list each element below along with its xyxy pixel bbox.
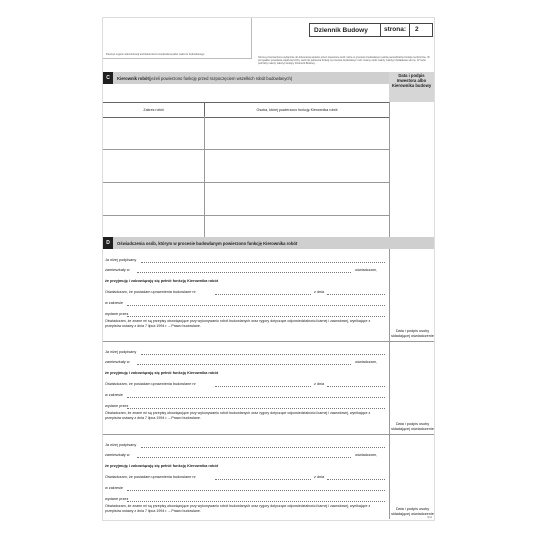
section-c-title-bold: Kierownik robót xyxy=(117,75,149,81)
document-title: Dziennik Budowy xyxy=(314,26,368,34)
address-field[interactable] xyxy=(137,272,351,273)
person-cell[interactable] xyxy=(205,149,389,182)
title-box xyxy=(309,23,433,37)
header-note: Strona przeznaczona wyłącznie do dokonania wpisów przez inwestora osób, które w procesie budowlanym pełnią samodzielne funkcje techniczne. W przypadku powołania większej liczby osób do pełnienia funkcji w procesie budowlanym lub zmiany osób należy założyć dodatkowe strony. W razie potrzeby należy założyć kolejny Dziennik Budowy. xyxy=(258,56,430,66)
scope-cell[interactable] xyxy=(103,182,205,215)
from-date-label: z dnia xyxy=(314,290,325,294)
accept-label: że przyjmuję i zobowiązuję się pełnić funkcję Kierownika robót xyxy=(105,464,219,468)
col-scope-header: Zakres robót xyxy=(103,103,205,117)
from-date-label: z dnia xyxy=(314,475,325,479)
law-statement: Oświadczam, że znane mi są przepisy obowiązujące przy wykonywaniu robót budowlanych oraz rygory dotyczące odpowiedzialności karnej i zawodowej, wynikające z przepisów ustawy z dnia 7 lipca 1994 r. – Prawo budowlane. xyxy=(105,411,371,420)
scope-cell[interactable] xyxy=(103,149,205,182)
scope-field[interactable] xyxy=(127,397,385,398)
address-field[interactable] xyxy=(137,364,351,365)
permit-number-field[interactable] xyxy=(215,294,311,295)
declaration-block-1 xyxy=(103,249,434,341)
name-field[interactable] xyxy=(141,447,385,448)
signature-box-1[interactable] xyxy=(389,249,435,341)
table-row[interactable] xyxy=(103,116,389,150)
signature-label: Data i podpis osoby składającej oświadczenie xyxy=(391,422,434,432)
issued-by-label: wydane przez xyxy=(105,497,129,501)
table-row[interactable] xyxy=(103,182,389,216)
name-field[interactable] xyxy=(141,262,385,263)
resident-label: zamieszkały w xyxy=(105,360,130,364)
section-c-letter: C xyxy=(103,72,113,84)
issued-by-field[interactable] xyxy=(127,501,385,502)
scope-label: w zakresie xyxy=(105,393,123,397)
permit-date-field[interactable] xyxy=(327,479,385,480)
declare-label: oświadczam, xyxy=(355,453,377,457)
address-field[interactable] xyxy=(137,457,351,458)
issued-by-field[interactable] xyxy=(127,408,385,409)
stamp-caption: Pieczęć organu administracji architektoniczno-budowlanej albo nadzoru budowlanego xyxy=(106,52,205,56)
permit-number-field[interactable] xyxy=(215,386,311,387)
declare-label: oświadczam, xyxy=(355,268,377,272)
scope-cell[interactable] xyxy=(103,116,205,149)
person-cell[interactable] xyxy=(205,116,389,149)
authority-stamp-box xyxy=(103,18,252,59)
scope-label: w zakresie xyxy=(105,301,123,305)
scope-field[interactable] xyxy=(127,305,385,306)
signature-box-2[interactable] xyxy=(389,342,435,434)
law-statement: Oświadczam, że znane mi są przepisy obowiązujące przy wykonywaniu robót budowlanych oraz rygory dotyczące odpowiedzialności karnej i zawodowej, wynikające z przepisów ustawy z dnia 7 lipca 1994 r. – Prawo budowlane. xyxy=(105,319,371,328)
accept-label: że przyjmuję i zobowiązuję się pełnić funkcję Kierownika robót xyxy=(105,279,219,283)
accept-label: że przyjmuję i zobowiązuję się pełnić funkcję Kierownika robót xyxy=(105,371,219,375)
issued-by-label: wydane przez xyxy=(105,312,129,316)
section-c-signature-column[interactable] xyxy=(389,102,435,248)
issued-by-label: wydane przez xyxy=(105,404,129,408)
scope-label: w zakresie xyxy=(105,486,123,490)
declare-label: oświadczam, xyxy=(355,360,377,364)
section-c-title-rest: (jeżeli powierzono funkcję przed rozpoczęciem wszelkich robót budowlanych) xyxy=(148,75,293,81)
undersigned-label: Ja niżej podpisany xyxy=(105,258,137,262)
page-number: 2 xyxy=(409,24,424,36)
col-person-header: Osoba, której powierzono funkcję Kierownika robót xyxy=(256,108,338,112)
section-d-title: Oświadczenia osób, którym w procesie budowlanym powierzono funkcję Kierownika robót xyxy=(113,237,434,249)
document-page xyxy=(102,17,435,521)
signature-label: Data i podpis osoby składającej oświadczenie xyxy=(391,329,434,339)
scope-field[interactable] xyxy=(127,490,385,491)
declaration-block-2 xyxy=(103,342,434,434)
resident-label: zamieszkały w xyxy=(105,268,130,272)
form-code: druk xyxy=(426,516,432,519)
permit-label: Oświadczam, że posiadam uprawnienia budowlane nr xyxy=(105,382,196,386)
section-c-right-header: Data i podpis Inwestora albo Kierownika budowy xyxy=(389,72,434,102)
permit-number-field[interactable] xyxy=(215,479,311,480)
signature-box-3[interactable] xyxy=(389,435,435,519)
permit-label: Oświadczam, że posiadam uprawnienia budowlane nr xyxy=(105,290,196,294)
section-c-title xyxy=(113,72,389,84)
name-field[interactable] xyxy=(141,354,385,355)
page-label: strona: xyxy=(380,24,409,36)
declaration-block-3 xyxy=(103,435,434,519)
law-statement: Oświadczam, że znane mi są przepisy obowiązujące przy wykonywaniu robót budowlanych oraz rygory dotyczące odpowiedzialności karnej i zawodowej, wynikające z przepisów ustawy z dnia 7 lipca 1994 r. – Prawo budowlane. xyxy=(105,504,371,513)
permit-label: Oświadczam, że posiadam uprawnienia budowlane nr xyxy=(105,475,196,479)
person-cell[interactable] xyxy=(205,182,389,215)
signature-label: Data i podpis osoby składającej oświadczenie xyxy=(391,507,434,517)
issued-by-field[interactable] xyxy=(127,316,385,317)
from-date-label: z dnia xyxy=(314,382,325,386)
undersigned-label: Ja niżej podpisany xyxy=(105,443,137,447)
resident-label: zamieszkały w xyxy=(105,453,130,457)
section-d-letter: D xyxy=(103,237,113,249)
table-row[interactable] xyxy=(103,149,389,183)
permit-date-field[interactable] xyxy=(327,294,385,295)
permit-date-field[interactable] xyxy=(327,386,385,387)
undersigned-label: Ja niżej podpisany xyxy=(105,350,137,354)
